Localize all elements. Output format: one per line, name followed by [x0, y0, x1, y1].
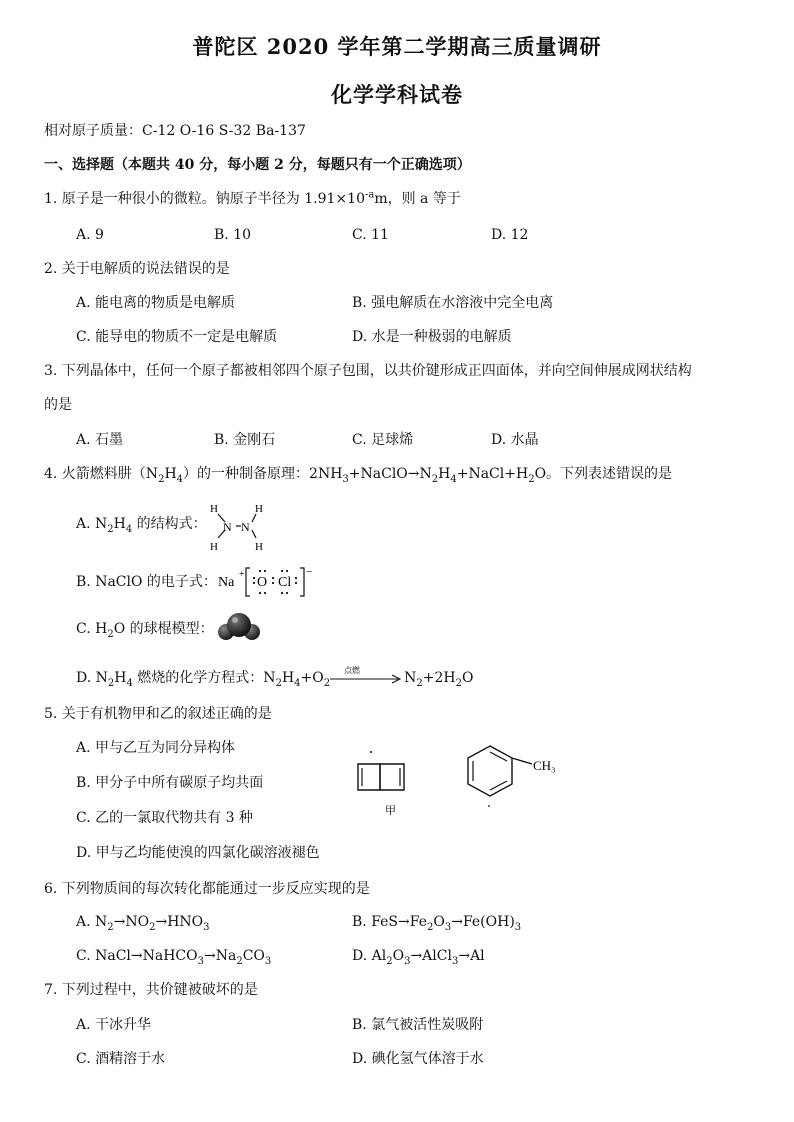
question-7-stem: 7. 下列过程中，共价键被破坏的是 [44, 982, 258, 998]
oxygen-symbol: O [257, 575, 268, 590]
q4d-part: 燃烧的化学方程式：N [132, 670, 276, 686]
exam-title: 普陀区 2020 学年第二学期高三质量调研 [192, 34, 602, 59]
q4d-part: +O [300, 670, 324, 686]
subscript: 2 [275, 677, 282, 689]
q7-option-c: C. 酒精溶于水 [76, 1051, 166, 1067]
reaction-condition: 点燃 [344, 666, 360, 675]
q4-option-d [76, 669, 473, 687]
question-5-stem: 5. 关于有机物甲和乙的叙述正确的是 [44, 706, 272, 722]
q4-stem-part: +NaCl+H [456, 466, 529, 482]
q3-option-b: B. 金刚石 [214, 432, 276, 448]
q4-stem-part: +NaClO→N [348, 466, 432, 482]
q1-stem-tail: m，则 a 等于 [374, 191, 461, 207]
q4-stem-part: O。下列表述错误的是 [534, 466, 673, 482]
q1-option-b: B. 10 [214, 227, 252, 243]
atom-h: H [255, 503, 263, 515]
q6d-part: O [392, 948, 405, 964]
sodium-symbol: Na [218, 575, 235, 590]
methyl-group-label: CH₃ [533, 758, 556, 773]
subscript: 2 [149, 921, 156, 933]
q7-option-a: A. 干冰升华 [76, 1017, 152, 1033]
q6c-part: C. NaCl→NaHCO [76, 948, 198, 964]
subscript: 3 [451, 955, 459, 967]
subscript: 2 [107, 523, 114, 535]
q4d-part: D. N [76, 670, 108, 686]
q4a-part: 的结构式： [132, 516, 207, 532]
q1-exponent: -a [364, 189, 375, 201]
q6b-part: O [433, 914, 445, 930]
q5-option-b: B. 甲分子中所有碳原子均共面 [76, 775, 264, 791]
minus-charge: − [306, 566, 313, 578]
q4d-part: H [114, 670, 127, 686]
q4-stem-part: H [164, 466, 177, 482]
question-1-stem [44, 190, 461, 208]
subscript: 2 [528, 473, 535, 485]
q4a-part: A. N [76, 516, 108, 532]
subscript: 2 [323, 677, 331, 689]
molecule-jia-label: 甲 [385, 805, 396, 817]
q5-option-a: A. 甲与乙互为同分异构体 [76, 740, 236, 756]
q6b-part: →Fe(OH) [451, 914, 515, 930]
q6d-part: →Al [458, 948, 485, 964]
subscript: 4 [450, 473, 457, 485]
question-3-stem-line1: 3. 下列晶体中，任何一个原子都被相邻四个原子包围，以共价键形成正四面体，并向空间伸展成网状结构 [44, 363, 692, 379]
atom-n: N [241, 520, 250, 534]
subscript: 3 [514, 921, 522, 933]
molecule-jia-spiro [350, 746, 432, 818]
subscript: 3 [264, 955, 272, 967]
subscript: 2 [158, 473, 165, 485]
subscript: 3 [444, 921, 452, 933]
q6b-part: B. FeS→Fe [352, 914, 427, 930]
q7-option-d: D. 碘化氢气体溶于水 [352, 1051, 484, 1067]
subscript: 2 [386, 955, 393, 967]
q3-option-c: C. 足球烯 [352, 432, 414, 448]
atom-h: H [255, 541, 263, 553]
q3-option-d: D. 水晶 [491, 432, 539, 448]
q4a-part: H [113, 516, 126, 532]
q6d-part: D. Al [352, 948, 387, 964]
atom-n: N [223, 520, 232, 534]
q6d-part: →AlCl [410, 948, 452, 964]
subscript: 3 [404, 955, 411, 967]
question-3-stem-line2: 的是 [44, 397, 72, 413]
subscript: 3 [197, 955, 204, 967]
molecule-yi-toluene [456, 738, 596, 818]
q6c-part: →Na [204, 948, 237, 964]
question-6-stem: 6. 下列物质间的每次转化都能通过一步反应实现的是 [44, 881, 370, 897]
q4c-part: C. H [76, 621, 108, 637]
q1-option-c: C. 11 [352, 227, 389, 243]
subscript: 2 [455, 677, 462, 689]
subscript: 4 [125, 523, 133, 535]
q4-stem-part: 4. 火箭燃料肼（N [44, 466, 159, 482]
q1-option-a: A. 9 [76, 227, 104, 243]
q5-option-d: D. 甲与乙均能使溴的四氯化碳溶液褪色 [76, 845, 320, 861]
q6-option-c [76, 947, 271, 965]
subscript: 4 [126, 677, 133, 689]
relative-atomic-masses: 相对原子质量：C-12 O-16 S-32 Ba-137 [44, 123, 306, 139]
subscript: 3 [342, 473, 349, 485]
question-4-stem [44, 465, 672, 483]
q2-option-a: A. 能电离的物质是电解质 [76, 295, 236, 311]
q4d-part: +2H [422, 670, 456, 686]
q6-option-d [352, 947, 485, 965]
q4-stem-part: ）的一种制备原理：2NH [183, 466, 343, 482]
subscript: 2 [431, 473, 439, 485]
subscript: 2 [107, 677, 115, 689]
q2-option-b: B. 强电解质在水溶液中完全电离 [352, 295, 554, 311]
plus-charge: + [239, 569, 245, 580]
q4-option-a [76, 515, 207, 533]
q1-option-d: D. 12 [491, 227, 529, 243]
q4-option-c [76, 620, 214, 638]
atom-h: H [210, 541, 218, 553]
subscript: 2 [107, 628, 114, 640]
subscript: 2 [416, 677, 423, 689]
q5-option-c: C. 乙的一氯取代物共有 3 种 [76, 810, 253, 826]
q6-option-a [76, 913, 210, 931]
section-heading: 一、选择题（本题共 40 分，每小题 2 分，每题只有一个正确选项） [44, 157, 471, 173]
q6a-part: →HNO [155, 914, 204, 930]
chlorine-symbol: Cl [278, 575, 292, 590]
hydrazine-structural-formula [200, 498, 272, 556]
water-ball-stick-model [214, 608, 266, 648]
subscript: 4 [176, 473, 184, 485]
subscript: 2 [236, 955, 243, 967]
reaction-arrow [328, 664, 404, 686]
q4-option-b: B. NaClO 的电子式： [76, 574, 217, 590]
q2-option-d: D. 水是一种极弱的电解质 [352, 329, 512, 345]
q6-option-b [352, 913, 521, 931]
subscript: 4 [294, 677, 301, 689]
q3-option-a: A. 石墨 [76, 432, 124, 448]
q7-option-b: B. 氯气被活性炭吸附 [352, 1017, 484, 1033]
subscript: 2 [107, 921, 114, 933]
q4-stem-part: H [438, 466, 451, 482]
q1-stem-text: 1. 原子是一种很小的微粒。钠原子半径为 1.91×10 [44, 191, 365, 207]
subscript: 3 [203, 921, 210, 933]
q4d-part: H [281, 670, 295, 686]
subscript: 2 [426, 921, 434, 933]
q4d-part: O [461, 670, 474, 686]
q2-option-c: C. 能导电的物质不一定是电解质 [76, 329, 278, 345]
question-2-stem: 2. 关于电解质的说法错误的是 [44, 261, 230, 277]
q6a-part: →NO [113, 914, 150, 930]
naclo-electron-formula [218, 562, 318, 602]
q6c-part: CO [242, 948, 265, 964]
q6a-part: A. N [76, 914, 108, 930]
q4c-part: O 的球棍模型： [113, 621, 214, 637]
q4d-part: N [404, 670, 417, 686]
atom-h: H [210, 503, 218, 515]
exam-subtitle: 化学学科试卷 [331, 82, 463, 107]
